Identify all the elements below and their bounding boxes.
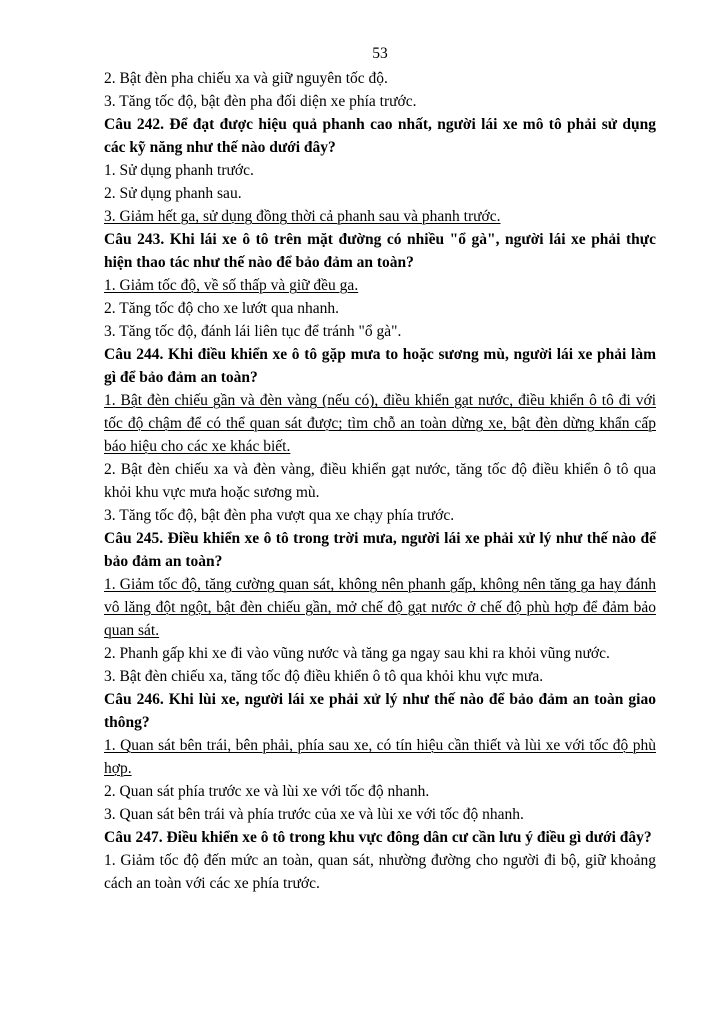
question-247: Câu 247. Điều khiển xe ô tô trong khu vực đông dân cư cần lưu ý điều gì dưới đây? [104,829,652,846]
question-245-option-1-correct: 1. Giảm tốc độ, tăng cường quan sát, không nên phanh gấp, không nên tăng ga hay đánh vô lăng đột ngột, bật đèn chiếu gần, mở chế độ gạt nước ở chế độ phù hợp để đảm bảo quan sát. [104,576,656,639]
question-244-option-1-correct: 1. Bật đèn chiếu gần và đèn vàng (nếu có), điều khiển gạt nước, điều khiển ô tô đi với tốc độ chậm để có thể quan sát được; tìm chỗ an toàn dừng xe, bật đèn dừng khẩn cấp báo hiệu cho các xe khác biết. [104,392,656,455]
page-number: 53 [372,45,388,62]
question-243-option-2: 2. Tăng tốc độ cho xe lướt qua nhanh. [104,300,339,317]
question-245: Câu 245. Điều khiển xe ô tô trong trời mưa, người lái xe phải xử lý như thế nào để bảo đảm an toàn? [104,530,656,570]
question-243: Câu 243. Khi lái xe ô tô trên mặt đường có nhiều "ổ gà", người lái xe phải thực hiện thao tác như thế nào để bảo đảm an toàn? [104,231,656,271]
question-246-option-3: 3. Quan sát bên trái và phía trước của xe và lùi xe với tốc độ nhanh. [104,806,524,823]
carry-over-option-3: 3. Tăng tốc độ, bật đèn pha đối diện xe phía trước. [104,93,417,110]
carry-over-option-2: 2. Bật đèn pha chiếu xa và giữ nguyên tốc độ. [104,70,388,87]
question-246-option-2: 2. Quan sát phía trước xe và lùi xe với tốc độ nhanh. [104,783,430,800]
question-242-option-1: 1. Sử dụng phanh trước. [104,162,254,179]
question-242-option-3-correct: 3. Giảm hết ga, sử dụng đồng thời cả phanh sau và phanh trước. [104,208,501,225]
question-246-option-1-correct: 1. Quan sát bên trái, bên phải, phía sau xe, có tín hiệu cần thiết và lùi xe với tốc độ phù hợp. [104,737,656,777]
question-246: Câu 246. Khi lùi xe, người lái xe phải xử lý như thế nào để bảo đảm an toàn giao thông? [104,691,656,731]
question-245-option-2: 2. Phanh gấp khi xe đi vào vũng nước và tăng ga ngay sau khi ra khỏi vũng nước. [104,645,610,662]
question-243-option-3: 3. Tăng tốc độ, đánh lái liên tục để tránh "ổ gà". [104,323,402,340]
question-242: Câu 242. Để đạt được hiệu quả phanh cao nhất, người lái xe mô tô phải sử dụng các kỹ năng như thế nào dưới đây? [104,116,656,156]
question-242-option-2: 2. Sử dụng phanh sau. [104,185,242,202]
question-244: Câu 244. Khi điều khiển xe ô tô gặp mưa to hoặc sương mù, người lái xe phải làm gì để bảo đảm an toàn? [104,346,656,386]
question-247-option-1: 1. Giảm tốc độ đến mức an toàn, quan sát, nhường đường cho người đi bộ, giữ khoảng cách an toàn với các xe phía trước. [104,852,656,892]
question-245-option-3: 3. Bật đèn chiếu xa, tăng tốc độ điều khiển ô tô qua khỏi khu vực mưa. [104,668,544,685]
question-243-option-1-correct: 1. Giảm tốc độ, về số thấp và giữ đều ga. [104,277,359,294]
question-244-option-3: 3. Tăng tốc độ, bật đèn pha vượt qua xe chạy phía trước. [104,507,455,524]
question-244-option-2: 2. Bật đèn chiếu xa và đèn vàng, điều khiển gạt nước, tăng tốc độ điều khiển ô tô qua khỏi khu vực mưa hoặc sương mù. [104,461,656,501]
